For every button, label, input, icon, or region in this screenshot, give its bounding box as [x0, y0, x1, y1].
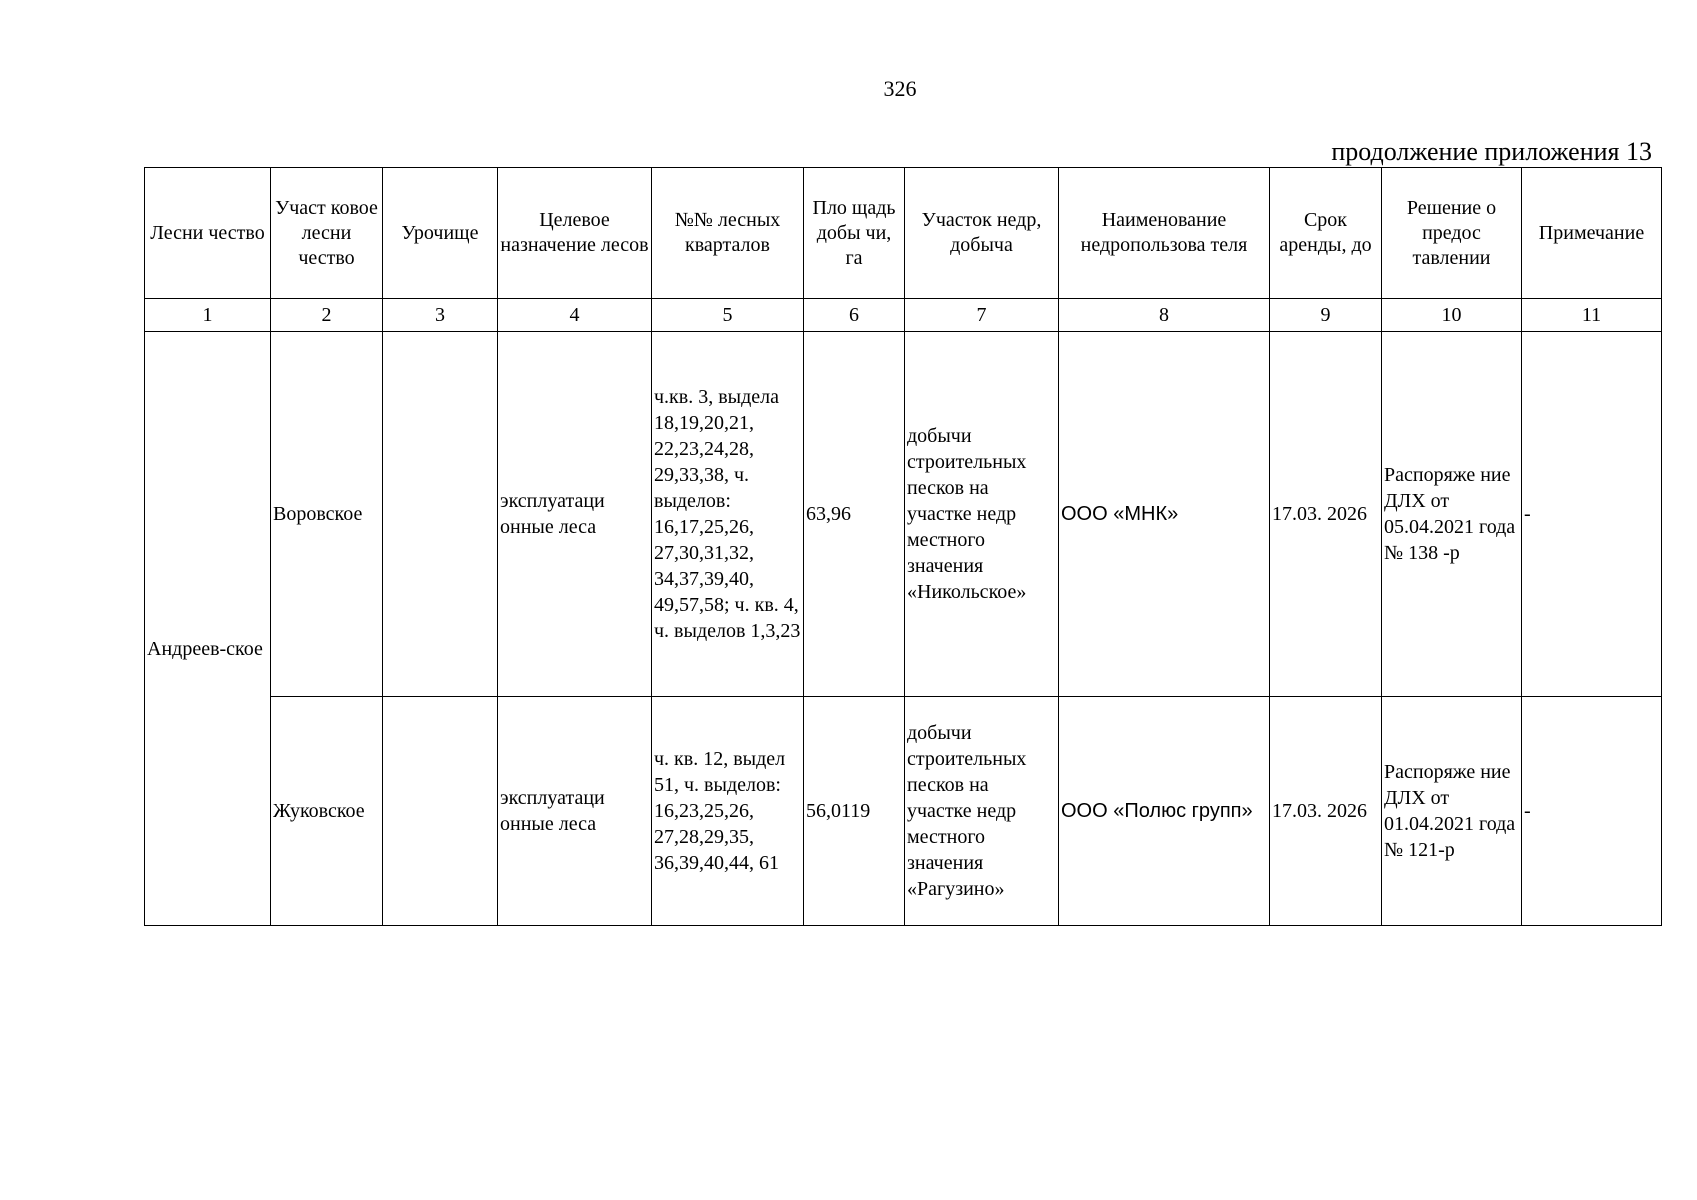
district-cell: Воровское	[271, 332, 383, 697]
note-cell: -	[1522, 697, 1662, 926]
table-row	[145, 332, 1662, 697]
column-number: 2	[271, 299, 383, 332]
subsoil-plot-cell: добычи строительных песков на участке недр местного значения «Никольское»	[905, 332, 1059, 697]
col-header-forestry: Лесни чество	[145, 168, 271, 299]
district-cell: Жуковское	[271, 697, 383, 926]
column-number: 6	[804, 299, 905, 332]
column-number: 8	[1059, 299, 1270, 332]
col-header-quarters: №№ лесных кварталов	[652, 168, 804, 299]
column-number: 3	[383, 299, 498, 332]
col-header-lease-term: Срок аренды, до	[1270, 168, 1382, 299]
col-header-subsoil-user: Наименование недропользова теля	[1059, 168, 1270, 299]
lease-term-cell: 17.03. 2026	[1270, 332, 1382, 697]
quarters-cell: ч.кв. 3, выдела 18,19,20,21, 22,23,24,28, 29,33,38, ч. выделов: 16,17,25,26, 27,30,31,32, 34,37,39,40, 49,57,58; ч. кв. 4, ч. выделов 1,3,23	[652, 332, 804, 697]
tract-cell	[383, 332, 498, 697]
quarters-cell: ч. кв. 12, выдел 51, ч. выделов: 16,23,25,26, 27,28,29,35, 36,39,40,44, 61	[652, 697, 804, 926]
subsoil-user-cell: ООО «МНК»	[1059, 332, 1270, 697]
decision-cell: Распоряже ние ДЛХ от 01.04.2021 года № 121-р	[1382, 697, 1522, 926]
header-row	[145, 168, 1662, 299]
column-number: 1	[145, 299, 271, 332]
column-number: 9	[1270, 299, 1382, 332]
column-number: 7	[905, 299, 1059, 332]
page-number: 326	[883, 76, 917, 101]
area-cell: 56,0119	[804, 697, 905, 926]
col-header-area: Пло щадь добы чи, га	[804, 168, 905, 299]
col-header-note: Примечание	[1522, 168, 1662, 299]
subsoil-plot-cell: добычи строительных песков на участке недр местного значения «Рагузино»	[905, 697, 1059, 926]
note-cell: -	[1522, 332, 1662, 697]
col-header-subsoil-plot: Участок недр, добыча	[905, 168, 1059, 299]
col-header-tract: Урочище	[383, 168, 498, 299]
forestry-cell: Андреев-ское	[145, 332, 271, 926]
subsoil-user-cell: ООО «Полюс групп»	[1059, 697, 1270, 926]
purpose-cell: эксплуатаци онные леса	[498, 697, 652, 926]
col-header-forest-purpose: Целевое назначение лесов	[498, 168, 652, 299]
table-row	[145, 697, 1662, 926]
decision-cell: Распоряже ние ДЛХ от 05.04.2021 года № 138 -р	[1382, 332, 1522, 697]
column-number: 5	[652, 299, 804, 332]
purpose-cell: эксплуатаци онные леса	[498, 332, 652, 697]
area-cell: 63,96	[804, 332, 905, 697]
column-number: 11	[1522, 299, 1662, 332]
lease-term-cell: 17.03. 2026	[1270, 697, 1382, 926]
subsoil-use-table	[144, 167, 1662, 926]
col-header-decision: Решение о предос тавлении	[1382, 168, 1522, 299]
column-number-row	[145, 299, 1662, 332]
tract-cell	[383, 697, 498, 926]
column-number: 10	[1382, 299, 1522, 332]
col-header-district-forestry: Участ ковое лесни чество	[271, 168, 383, 299]
column-number: 4	[498, 299, 652, 332]
appendix-continuation-label: продолжение приложения 13	[1331, 137, 1652, 166]
